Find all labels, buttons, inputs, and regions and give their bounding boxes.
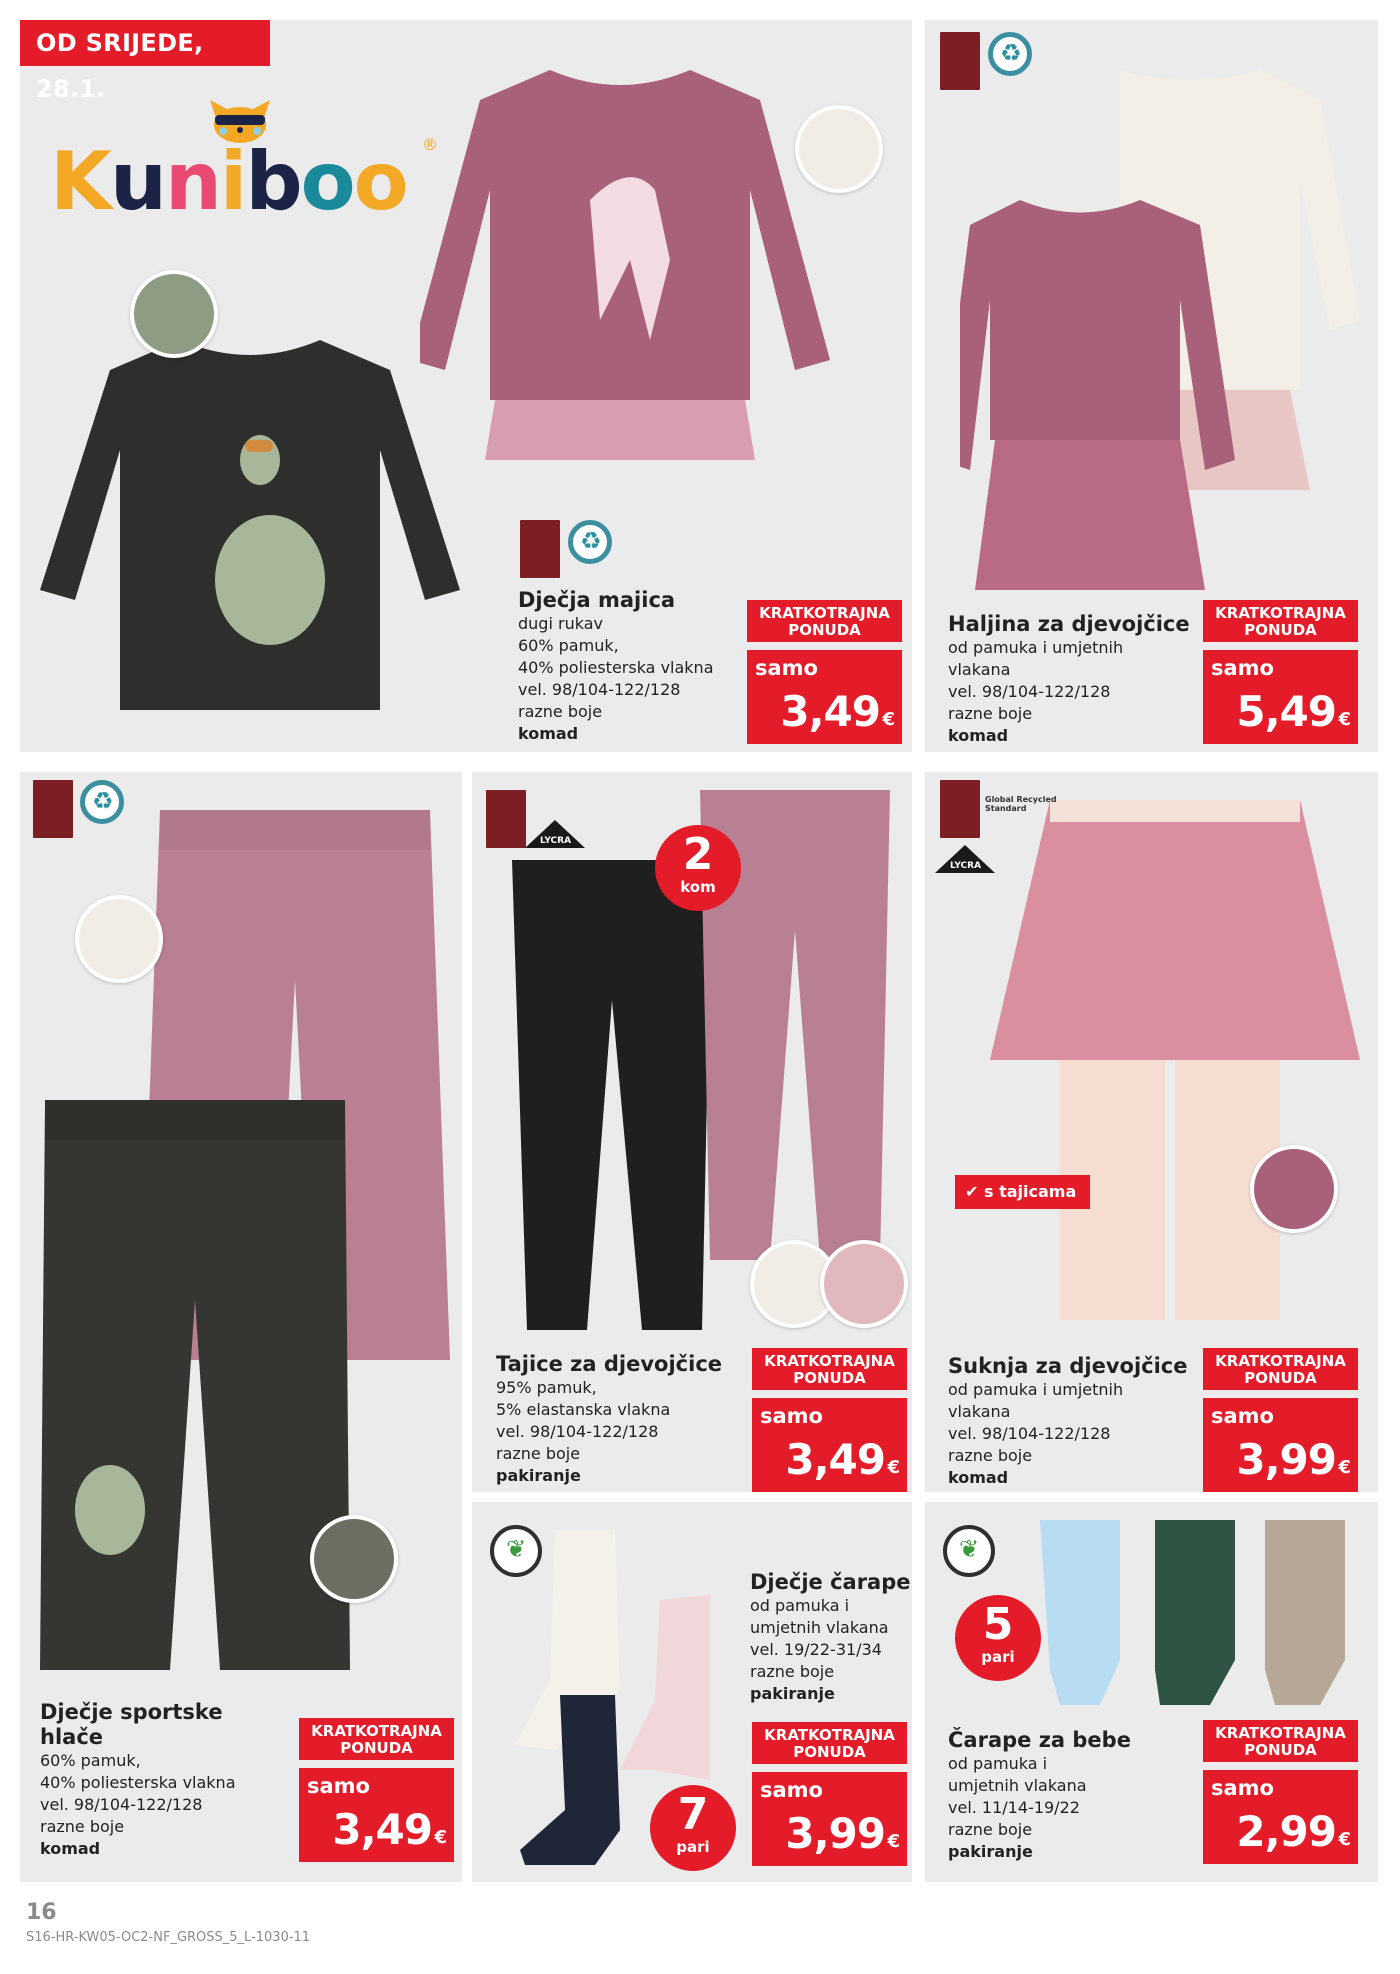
product-unit: pakiranje [750,1684,835,1703]
promo-label: KRATKOTRAJNA PONUDA [1203,600,1358,642]
product-detail: vel. 98/104-122/128 [518,680,681,699]
black-joggers-image [30,1090,360,1670]
promo-label: KRATKOTRAJNA PONUDA [752,1348,907,1390]
product-detail: 60% pamuk, [518,636,619,655]
promo-label: KRATKOTRAJNA PONUDA [1203,1720,1358,1762]
price-block [1203,1720,1358,1864]
product-detail: umjetnih vlakana [948,1776,1087,1795]
currency-symbol: € [887,1831,900,1852]
price-box [752,1398,907,1492]
quantity-number: 7 [677,1789,709,1840]
product-detail: 95% pamuk, [496,1378,597,1397]
global-recycled-standard-icon: Global Recycled Standard [985,795,1057,813]
cotton-made-in-africa-icon [486,790,526,848]
product-info [948,612,1190,747]
dino-pattern-swatch [310,1515,398,1603]
organic-blended-content-standard-icon [943,1525,995,1577]
price-block [299,1718,454,1862]
price-block [752,1348,907,1492]
price-box [1203,1398,1358,1492]
product-detail: razne boje [750,1662,835,1681]
price-box [747,650,902,744]
lycra-label: LYCRA [950,861,982,871]
lycra-label: LYCRA [540,836,572,846]
product-detail: vel. 98/104-122/128 [496,1422,659,1441]
samo-label: samo [307,1774,370,1798]
brand-letter: K [50,135,110,228]
dark-dino-sweatshirt-image [30,320,470,740]
cotton-made-in-africa-icon [520,520,560,578]
date-banner: OD SRIJEDE, 28.1. [20,20,270,66]
product-detail: 5% elastanska vlakna [496,1400,671,1419]
currency-symbol: € [434,1827,447,1848]
samo-label: samo [1211,1776,1274,1800]
product-title: Dječja majica [518,588,676,612]
product-detail: razne boje [40,1817,125,1836]
product-detail: razne boje [496,1444,581,1463]
product-detail: 40% poliesterska vlakna [518,658,714,677]
page-number: 16 [26,1900,57,1925]
product-title: Haljina za djevojčice [948,612,1190,636]
brand-letter: o [300,135,354,228]
product-unit: komad [948,726,1009,745]
product-info [518,588,714,745]
brand-letter: b [245,135,301,228]
recycled-blended-icon [568,520,612,564]
with-leggings-tag: ✔ s tajicama [955,1175,1090,1209]
product-unit: komad [518,724,579,743]
currency-symbol: € [887,1457,900,1478]
quantity-number: 2 [682,829,714,880]
samo-label: samo [1211,1404,1274,1428]
product-info [948,1354,1188,1489]
product-detail: vel. 11/14-19/22 [948,1798,1080,1817]
price-value: 5,49 [1236,687,1336,736]
quantity-unit: kom [680,878,716,896]
product-detail: vel. 19/22-31/34 [750,1640,882,1659]
black-leggings-image [512,860,712,1330]
currency-symbol: € [1338,1457,1351,1478]
tulle-pattern-swatch [1250,1145,1338,1233]
price-block [1203,1348,1358,1492]
quantity-bubble [650,1785,736,1871]
tutu-skirt-image [990,800,1360,1320]
cotton-made-in-africa-icon [33,780,73,838]
product-title: Tajice za djevojčice [496,1352,723,1376]
product-unit: pakiranje [948,1842,1033,1861]
product-title: Dječje sportske [40,1700,223,1724]
price-box [752,1772,907,1866]
catalog-code: S16-HR-KW05-OC2-NF_GROSS_5_L-1030-11 [26,1930,311,1945]
rainbow-pattern-swatch [795,105,883,193]
brand-letter: u [110,135,165,228]
product-detail: vel. 98/104-122/128 [948,1424,1111,1443]
product-detail: umjetnih vlakana [750,1618,889,1637]
quantity-unit: pari [676,1838,710,1856]
product-detail: od pamuka i umjetnih [948,1380,1124,1399]
product-detail: od pamuka i [750,1596,850,1615]
product-detail: od pamuka i [948,1754,1048,1773]
price-value: 3,99 [1236,1435,1336,1484]
product-detail: razne boje [948,1820,1033,1839]
rainbow-pattern-swatch [75,895,163,983]
pink-unicorn-sweatshirt-image [420,60,840,470]
price-value: 3,49 [780,687,880,736]
baby-socks-image [1040,1520,1370,1710]
price-box [299,1768,454,1862]
product-detail: od pamuka i umjetnih [948,638,1124,657]
product-detail: vel. 98/104-122/128 [948,682,1111,701]
price-block [747,600,902,744]
price-box [1203,1770,1358,1864]
organic-blended-content-standard-icon [490,1525,542,1577]
samo-label: samo [1211,656,1274,680]
promo-label: KRATKOTRAJNA PONUDA [752,1722,907,1764]
product-title: hlače [40,1725,104,1749]
dino-pattern-swatch [130,270,218,358]
kuniboo-logo [50,95,440,228]
pink-solid-swatch [820,1240,908,1328]
promo-label: KRATKOTRAJNA PONUDA [1203,1348,1358,1390]
brand-letter: i [219,135,246,228]
product-unit: pakiranje [496,1466,581,1485]
quantity-unit: pari [981,1648,1015,1666]
product-unit: komad [40,1839,101,1858]
product-title: Čarape za bebe [948,1728,1131,1752]
price-value: 2,99 [1236,1807,1336,1856]
registered-mark: ® [422,135,438,154]
product-detail: razne boje [948,1446,1033,1465]
price-block [752,1722,907,1866]
brand-letter: o [353,135,407,228]
brand-wordmark [50,135,407,228]
price-value: 3,49 [332,1805,432,1854]
product-detail: 40% poliesterska vlakna [40,1773,236,1792]
product-title: Dječje čarape [750,1570,911,1594]
samo-label: samo [755,656,818,680]
product-detail: dugi rukav [518,614,603,633]
quantity-bubble [655,825,741,911]
product-info [496,1352,722,1487]
product-info [40,1700,236,1860]
promo-label: KRATKOTRAJNA PONUDA [299,1718,454,1760]
quantity-bubble [955,1595,1041,1681]
product-detail: razne boje [948,704,1033,723]
currency-symbol: € [1338,709,1351,730]
samo-label: samo [760,1778,823,1802]
currency-symbol: € [1338,1829,1351,1850]
product-title: Suknja za djevojčice [948,1354,1188,1378]
brand-letter: n [164,135,220,228]
recycled-blended-icon [80,780,124,824]
samo-label: samo [760,1404,823,1428]
price-box [1203,650,1358,744]
cotton-made-in-africa-icon [940,780,980,838]
price-block [1203,600,1358,744]
product-detail: vlakana [948,660,1011,679]
product-info [750,1570,911,1705]
girls-dress-image [960,60,1370,600]
currency-symbol: € [882,709,895,730]
price-value: 3,49 [785,1435,885,1484]
product-info [948,1728,1131,1863]
price-value: 3,99 [785,1809,885,1858]
promo-label: KRATKOTRAJNA PONUDA [747,600,902,642]
product-detail: razne boje [518,702,603,721]
product-unit: komad [948,1468,1009,1487]
cotton-made-in-africa-icon [940,32,980,90]
recycled-blended-icon [988,32,1032,76]
product-detail: vlakana [948,1402,1011,1421]
product-detail: 60% pamuk, [40,1751,141,1770]
product-detail: vel. 98/104-122/128 [40,1795,203,1814]
quantity-number: 5 [982,1599,1014,1650]
